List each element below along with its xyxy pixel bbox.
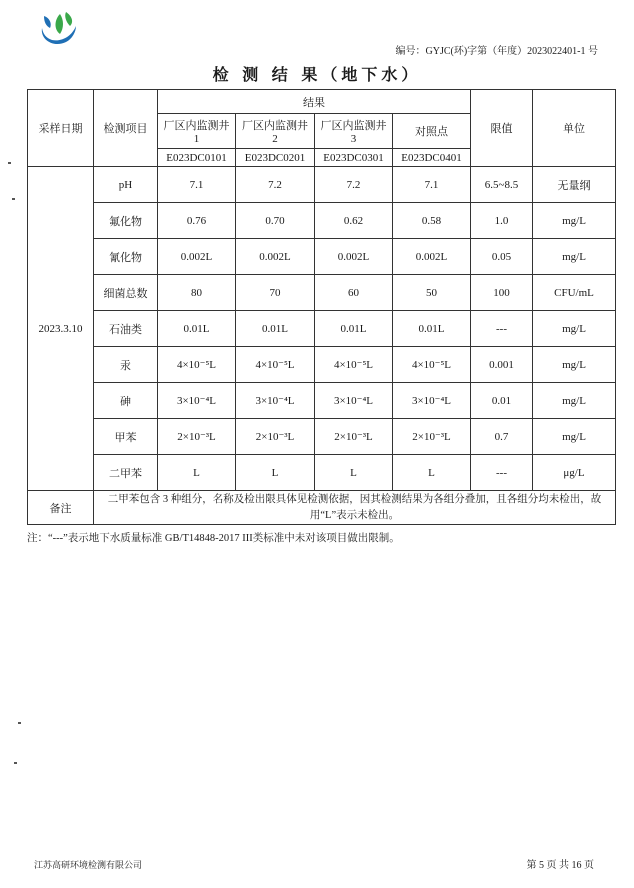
limit-cell: 1.0: [471, 203, 533, 239]
result-cell: 0.01L: [236, 311, 315, 347]
table-row: [28, 455, 616, 491]
item-cell: 石油类: [94, 311, 158, 347]
result-cell: 4×10⁻⁵L: [236, 347, 315, 383]
point-name: 厂区内监测井 1: [158, 114, 236, 149]
result-cell: 2×10⁻³L: [158, 419, 236, 455]
result-cell: L: [158, 455, 236, 491]
footnote: 注：“---”表示地下水质量标准 GB/T14848-2017 III类标准中未对该项目做出限制。: [27, 533, 400, 544]
result-cell: 0.01L: [158, 311, 236, 347]
result-cell: 0.58: [393, 203, 471, 239]
item-header: 检测项目: [94, 90, 158, 167]
scan-mark: [12, 198, 15, 200]
point-code: E023DC0401: [393, 149, 471, 167]
unit-cell: mg/L: [533, 311, 616, 347]
unit-cell: mg/L: [533, 239, 616, 275]
result-cell: L: [393, 455, 471, 491]
limit-header: 限值: [471, 90, 533, 167]
item-cell: pH: [94, 167, 158, 203]
result-cell: 0.002L: [393, 239, 471, 275]
table-row: [28, 347, 616, 383]
remark-label: 备注: [28, 491, 94, 525]
result-cell: 0.76: [158, 203, 236, 239]
result-cell: 4×10⁻⁵L: [315, 347, 393, 383]
result-cell: 4×10⁻⁵L: [393, 347, 471, 383]
result-cell: 50: [393, 275, 471, 311]
limit-cell: 0.001: [471, 347, 533, 383]
result-cell: 0.002L: [236, 239, 315, 275]
limit-cell: 0.7: [471, 419, 533, 455]
unit-header: 单位: [533, 90, 616, 167]
limit-cell: ---: [471, 311, 533, 347]
result-cell: 0.002L: [315, 239, 393, 275]
result-cell: 3×10⁻⁴L: [158, 383, 236, 419]
header-row: [28, 90, 616, 114]
result-cell: 0.70: [236, 203, 315, 239]
result-cell: 3×10⁻⁴L: [315, 383, 393, 419]
result-cell: 7.2: [236, 167, 315, 203]
sample-date-cell: 2023.3.10: [28, 167, 94, 491]
result-cell: 80: [158, 275, 236, 311]
results-table: [27, 89, 616, 525]
point-name: 对照点: [393, 114, 471, 149]
result-cell: 0.01L: [393, 311, 471, 347]
limit-cell: ---: [471, 455, 533, 491]
result-cell: 7.2: [315, 167, 393, 203]
result-cell: 2×10⁻³L: [236, 419, 315, 455]
scan-mark: [18, 722, 21, 724]
table-row: [28, 311, 616, 347]
unit-cell: CFU/mL: [533, 275, 616, 311]
document-number: 编号：GYJC(环)字第（年度）2023022401-1 号: [395, 46, 598, 57]
table-row: [28, 383, 616, 419]
remark-text: 二甲苯包含 3 种组分，名称及检出限具体见检测依据，因其检测结果为各组分叠加，且各组分均未检出，故用“L”表示未检出。: [94, 491, 616, 525]
unit-cell: mg/L: [533, 383, 616, 419]
limit-cell: 0.01: [471, 383, 533, 419]
item-cell: 氟化物: [94, 203, 158, 239]
result-cell: 70: [236, 275, 315, 311]
page-number: 第 5 页 共 16 页: [526, 860, 594, 871]
item-cell: 汞: [94, 347, 158, 383]
point-code: E023DC0101: [158, 149, 236, 167]
result-cell: 3×10⁻⁴L: [236, 383, 315, 419]
unit-cell: mg/L: [533, 419, 616, 455]
table-row: [28, 239, 616, 275]
item-cell: 细菌总数: [94, 275, 158, 311]
limit-cell: 6.5~8.5: [471, 167, 533, 203]
point-code: E023DC0301: [315, 149, 393, 167]
result-cell: 2×10⁻³L: [393, 419, 471, 455]
result-cell: 60: [315, 275, 393, 311]
sample-date-header: 采样日期: [28, 90, 94, 167]
unit-cell: μg/L: [533, 455, 616, 491]
limit-cell: 100: [471, 275, 533, 311]
remark-row: [28, 491, 616, 525]
result-cell: 7.1: [158, 167, 236, 203]
item-cell: 氰化物: [94, 239, 158, 275]
scan-mark: [14, 762, 17, 764]
table-row: [28, 203, 616, 239]
table-row: [28, 167, 616, 203]
point-name: 厂区内监测井 2: [236, 114, 315, 149]
page-title: 检 测 结 果（地下水）: [212, 65, 422, 84]
result-cell: 7.1: [393, 167, 471, 203]
point-name: 厂区内监测井 3: [315, 114, 393, 149]
result-cell: 2×10⁻³L: [315, 419, 393, 455]
company-logo-icon: [36, 10, 84, 50]
unit-cell: mg/L: [533, 347, 616, 383]
result-cell: 3×10⁻⁴L: [393, 383, 471, 419]
scan-mark: [8, 162, 11, 164]
result-cell: 4×10⁻⁵L: [158, 347, 236, 383]
item-cell: 甲苯: [94, 419, 158, 455]
unit-cell: 无量纲: [533, 167, 616, 203]
result-cell: L: [315, 455, 393, 491]
result-cell: 0.62: [315, 203, 393, 239]
item-cell: 二甲苯: [94, 455, 158, 491]
unit-cell: mg/L: [533, 203, 616, 239]
table-row: [28, 275, 616, 311]
table-row: [28, 419, 616, 455]
result-cell: 0.002L: [158, 239, 236, 275]
item-cell: 砷: [94, 383, 158, 419]
result-header: 结果: [158, 90, 471, 114]
point-code: E023DC0201: [236, 149, 315, 167]
result-cell: L: [236, 455, 315, 491]
company-name: 江苏高研环境检测有限公司: [34, 860, 143, 870]
result-cell: 0.01L: [315, 311, 393, 347]
limit-cell: 0.05: [471, 239, 533, 275]
